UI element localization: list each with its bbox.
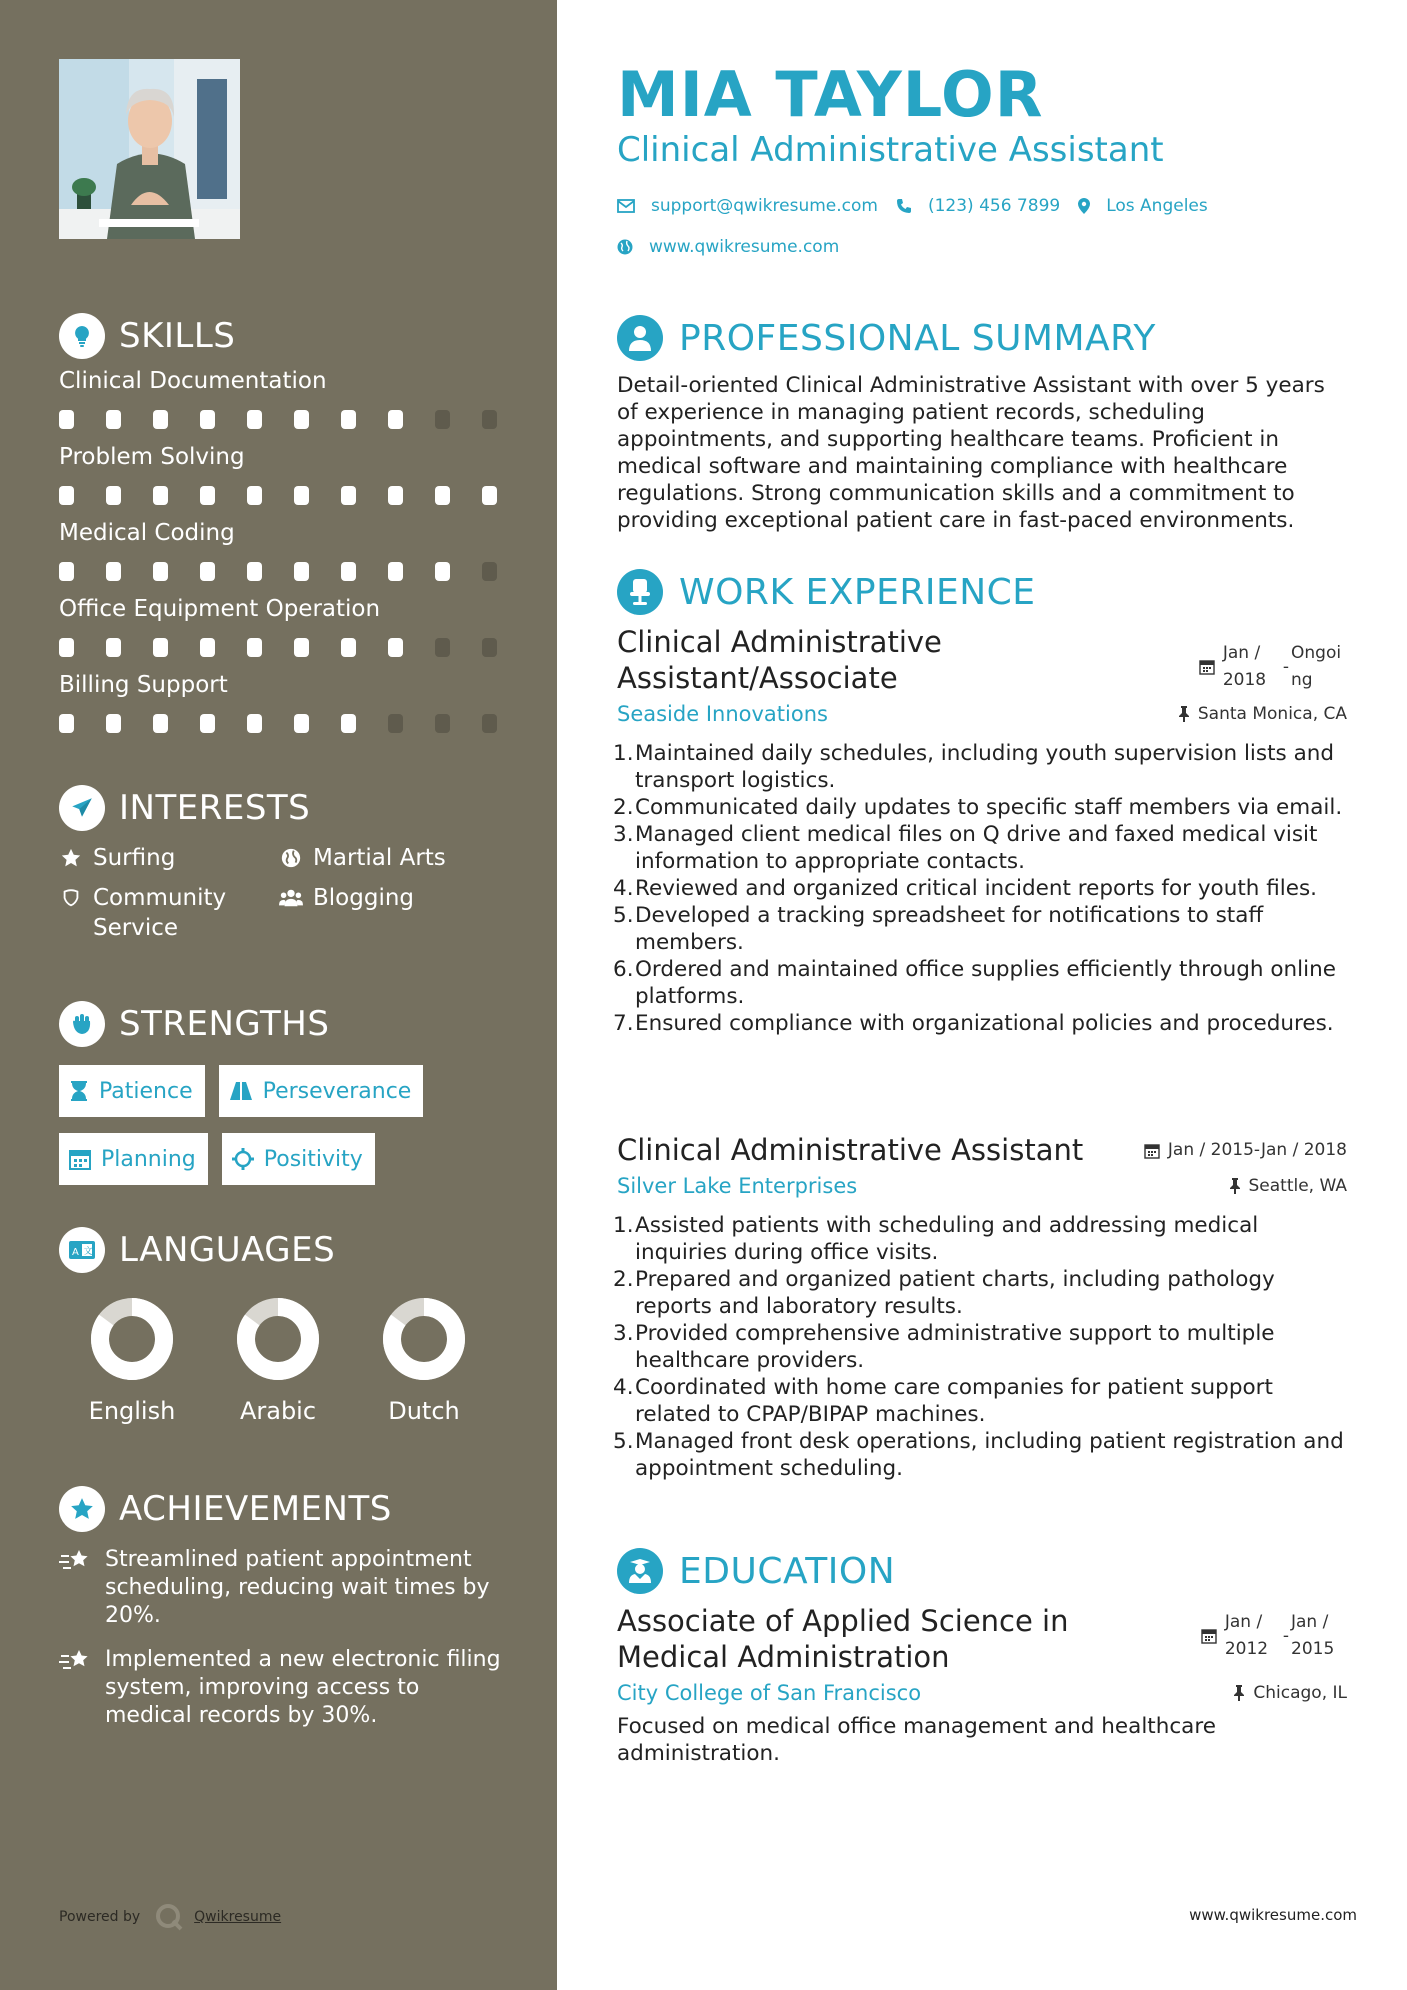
rating-dot-empty	[435, 714, 450, 733]
skills-section	[59, 313, 509, 743]
degree-title: Associate of Applied Science in Medical Administration	[617, 1604, 1069, 1674]
rating-dot-filled	[388, 486, 403, 505]
rating-dot-empty	[482, 562, 497, 581]
rating-dot-filled	[294, 638, 309, 657]
duty-item: Communicated daily updates to specific staff members via email.	[635, 795, 1343, 820]
strengths-section	[59, 1001, 509, 1201]
pushpin-icon	[1178, 706, 1190, 722]
achievements-heading	[59, 1486, 509, 1532]
gear-icon	[232, 1148, 254, 1170]
shooting-star-icon	[59, 1646, 95, 1682]
interests-title: INTERESTS	[119, 788, 311, 828]
skill-rating	[59, 399, 509, 439]
strength-tag: Perseverance	[219, 1065, 424, 1117]
rating-dot-filled	[153, 486, 168, 505]
rating-dot-empty	[482, 638, 497, 657]
rating-dot-filled	[294, 410, 309, 429]
profile-photo	[59, 59, 240, 239]
school-name: City College of San Francisco	[617, 1681, 922, 1705]
pushpin-icon	[1229, 1178, 1241, 1194]
rating-dot-filled	[200, 562, 215, 581]
skill-rating	[59, 703, 509, 743]
interest-item: Martial Arts	[279, 843, 499, 873]
rating-dot-filled	[200, 714, 215, 733]
duty-item: Developed a tracking spreadsheet for notifications to staff members.	[635, 903, 1264, 955]
achievement-item: Streamlined patient appointment scheduling, reducing wait times by 20%.	[59, 1546, 509, 1630]
language-name: English	[88, 1397, 176, 1425]
chair-icon	[617, 569, 663, 615]
education-description: Focused on medical office management and healthcare administration.	[617, 1714, 1216, 1766]
paper-plane-icon	[59, 785, 105, 831]
summary-title: PROFESSIONAL SUMMARY	[679, 317, 1156, 359]
rating-dot-empty	[482, 410, 497, 429]
svg-text:A: A	[72, 1247, 79, 1258]
rating-dot-filled	[247, 638, 262, 657]
rating-dot-filled	[294, 714, 309, 733]
candidate-title: Clinical Administrative Assistant	[617, 130, 1164, 170]
hourglass-icon	[69, 1080, 89, 1102]
strengths-list	[59, 1065, 509, 1201]
skills-list	[59, 363, 509, 743]
envelope-icon	[617, 199, 635, 213]
interest-item: Community Service	[59, 883, 279, 943]
footer-url[interactable]: www.qwikresume.com	[1189, 1906, 1357, 1924]
sidebar	[0, 0, 557, 1990]
rating-dot-empty	[435, 410, 450, 429]
interests-heading	[59, 785, 509, 831]
rating-dot-filled	[388, 410, 403, 429]
rating-dot-filled	[247, 486, 262, 505]
duty-item: Coordinated with home care companies for patient support related to CPAP/BIPAP machines.	[635, 1375, 1273, 1427]
skill-label: Medical Coding	[59, 520, 235, 546]
achievements-list	[59, 1546, 509, 1730]
duty-item: Managed client medical files on Q drive and faxed medical visit information to appropriate contacts.	[635, 822, 1318, 874]
strengths-heading	[59, 1001, 509, 1047]
rating-dot-filled	[153, 714, 168, 733]
job-entry	[617, 1132, 1347, 1482]
achievements-section	[59, 1486, 509, 1730]
experience-title: WORK EXPERIENCE	[679, 571, 1036, 613]
calendar-icon	[1201, 1628, 1217, 1644]
experience-heading	[617, 568, 1347, 616]
svg-text:文: 文	[83, 1247, 93, 1257]
job-title: Clinical Administrative Assistant	[617, 1133, 1084, 1167]
calendar-icon	[1144, 1143, 1160, 1159]
candidate-name: MIA TAYLOR	[617, 58, 1044, 131]
rating-dot-filled	[435, 562, 450, 581]
job-location: Seattle, WA	[1229, 1176, 1348, 1196]
phone-icon	[896, 198, 912, 214]
duty-item: Managed front desk operations, including patient registration and appointment scheduling.	[635, 1429, 1344, 1481]
badge-icon	[59, 883, 83, 913]
duty-item: Assisted patients with scheduling and addressing medical inquiries during office visits.	[635, 1213, 1259, 1265]
map-pin-icon	[1078, 198, 1090, 214]
language-item	[59, 1297, 205, 1425]
language-level-donut	[90, 1297, 174, 1381]
duty-list	[617, 740, 1347, 1037]
rating-dot-filled	[247, 714, 262, 733]
summary-section	[617, 314, 1347, 534]
interest-item: Surfing	[59, 843, 279, 873]
interests-section	[59, 785, 509, 943]
star-icon	[59, 843, 83, 873]
rating-dot-filled	[294, 562, 309, 581]
skill-label: Office Equipment Operation	[59, 596, 381, 622]
education-heading	[617, 1547, 1347, 1595]
qwikresume-logo-icon	[154, 1902, 184, 1932]
strength-tag: Positivity	[222, 1133, 375, 1185]
rating-dot-filled	[200, 410, 215, 429]
education-title: EDUCATION	[679, 1550, 896, 1592]
calendar-icon	[1199, 659, 1215, 675]
language-level-donut	[236, 1297, 320, 1381]
skill-label: Billing Support	[59, 672, 228, 698]
location-contact: Los Angeles	[1078, 196, 1208, 216]
pushpin-icon	[1233, 1685, 1245, 1701]
job-dates: Jan / 2015-Jan / 2018	[1144, 1137, 1347, 1164]
contact-info	[617, 192, 1347, 274]
rating-dot-filled	[388, 562, 403, 581]
globe-icon	[279, 843, 303, 873]
company-name: Silver Lake Enterprises	[617, 1174, 858, 1198]
rating-dot-filled	[153, 562, 168, 581]
rating-dot-filled	[106, 562, 121, 581]
brand-link[interactable]: Qwikresume	[194, 1909, 282, 1925]
job-location: Santa Monica, CA	[1178, 704, 1347, 724]
language-name: Dutch	[388, 1397, 460, 1425]
rating-dot-filled	[106, 714, 121, 733]
language-level-donut	[382, 1297, 466, 1381]
user-icon	[617, 315, 663, 361]
skill-rating	[59, 475, 509, 515]
duty-item: Provided comprehensive administrative support to multiple healthcare providers.	[635, 1321, 1275, 1373]
duty-item: Ordered and maintained office supplies efficiently through online platforms.	[635, 957, 1336, 1009]
lightbulb-icon	[59, 313, 105, 359]
interests-list	[59, 843, 509, 943]
rating-dot-filled	[59, 638, 74, 657]
language-item	[351, 1297, 497, 1425]
skill-label: Problem Solving	[59, 444, 245, 470]
strength-tag: Patience	[59, 1065, 205, 1117]
email-contact[interactable]: support@qwikresume.com	[617, 196, 878, 216]
skill-rating	[59, 551, 509, 591]
education-section	[617, 1547, 1347, 1767]
fist-icon	[59, 1001, 105, 1047]
phone-contact[interactable]: (123) 456 7899	[896, 196, 1060, 216]
road-icon	[229, 1081, 253, 1101]
rating-dot-filled	[153, 638, 168, 657]
summary-text: Detail-oriented Clinical Administrative Assistant with over 5 years of experience in managing patient records, scheduling appointments, and supporting healthcare teams. Proficient in medical software and maintaining compliance with healthcare regulations. Strong communication skills and a commitment to providing exceptional patient care in fast-paced environments.	[617, 373, 1325, 533]
rating-dot-filled	[247, 562, 262, 581]
rating-dot-filled	[341, 638, 356, 657]
experience-section	[617, 568, 1347, 616]
rating-dot-filled	[294, 486, 309, 505]
duty-item: Reviewed and organized critical incident reports for youth files.	[635, 876, 1318, 901]
languages-list	[59, 1297, 509, 1425]
rating-dot-filled	[200, 638, 215, 657]
rating-dot-filled	[341, 562, 356, 581]
duty-item: Maintained daily schedules, including youth supervision lists and transport logistics.	[635, 741, 1335, 793]
languages-section	[59, 1227, 509, 1425]
languages-heading	[59, 1227, 509, 1273]
skill-label: Clinical Documentation	[59, 368, 327, 394]
skills-title: SKILLS	[119, 316, 236, 356]
strength-tag: Planning	[59, 1133, 208, 1185]
rating-dot-empty	[388, 714, 403, 733]
summary-heading	[617, 314, 1347, 362]
skills-heading	[59, 313, 509, 359]
rating-dot-filled	[59, 486, 74, 505]
job-entry	[617, 624, 1347, 1037]
rating-dot-filled	[341, 714, 356, 733]
users-icon	[279, 883, 303, 913]
rating-dot-filled	[435, 486, 450, 505]
rating-dot-filled	[341, 410, 356, 429]
achievements-title: ACHIEVEMENTS	[119, 1489, 392, 1529]
education-location: Chicago, IL	[1233, 1683, 1347, 1703]
rating-dot-filled	[341, 486, 356, 505]
education-dates: Jan / 2012 - Jan / 2015	[1201, 1609, 1347, 1663]
rating-dot-filled	[106, 638, 121, 657]
star-circle-icon	[59, 1486, 105, 1532]
job-dates: Jan / 2018 - Ongoing	[1199, 640, 1347, 694]
achievement-item: Implemented a new electronic filing system, improving access to medical records by 30%.	[59, 1646, 509, 1730]
rating-dot-filled	[247, 410, 262, 429]
globe-icon	[617, 239, 633, 255]
duty-item: Ensured compliance with organizational policies and procedures.	[635, 1011, 1334, 1036]
rating-dot-filled	[59, 562, 74, 581]
graduate-icon	[617, 1548, 663, 1594]
calendar-icon	[69, 1148, 91, 1170]
company-name: Seaside Innovations	[617, 702, 828, 726]
rating-dot-filled	[106, 486, 121, 505]
job-title: Clinical Administrative Assistant/Associate	[617, 625, 942, 695]
skill-rating	[59, 627, 509, 667]
rating-dot-filled	[388, 638, 403, 657]
rating-dot-filled	[482, 486, 497, 505]
interest-item: Blogging	[279, 883, 499, 943]
strengths-title: STRENGTHS	[119, 1004, 330, 1044]
shooting-star-icon	[59, 1546, 95, 1582]
rating-dot-filled	[106, 410, 121, 429]
rating-dot-filled	[200, 486, 215, 505]
rating-dot-filled	[153, 410, 168, 429]
languages-title: LANGUAGES	[119, 1230, 336, 1270]
language-name: Arabic	[239, 1397, 317, 1425]
duty-item: Prepared and organized patient charts, including pathology reports and laboratory results.	[635, 1267, 1275, 1319]
translate-icon	[59, 1227, 105, 1273]
website-contact[interactable]: www.qwikresume.com	[617, 237, 839, 257]
rating-dot-filled	[59, 410, 74, 429]
duty-list	[617, 1212, 1347, 1482]
rating-dot-empty	[435, 638, 450, 657]
powered-by: Powered by Qwikresume	[59, 1902, 281, 1932]
rating-dot-empty	[482, 714, 497, 733]
language-item	[205, 1297, 351, 1425]
rating-dot-filled	[59, 714, 74, 733]
